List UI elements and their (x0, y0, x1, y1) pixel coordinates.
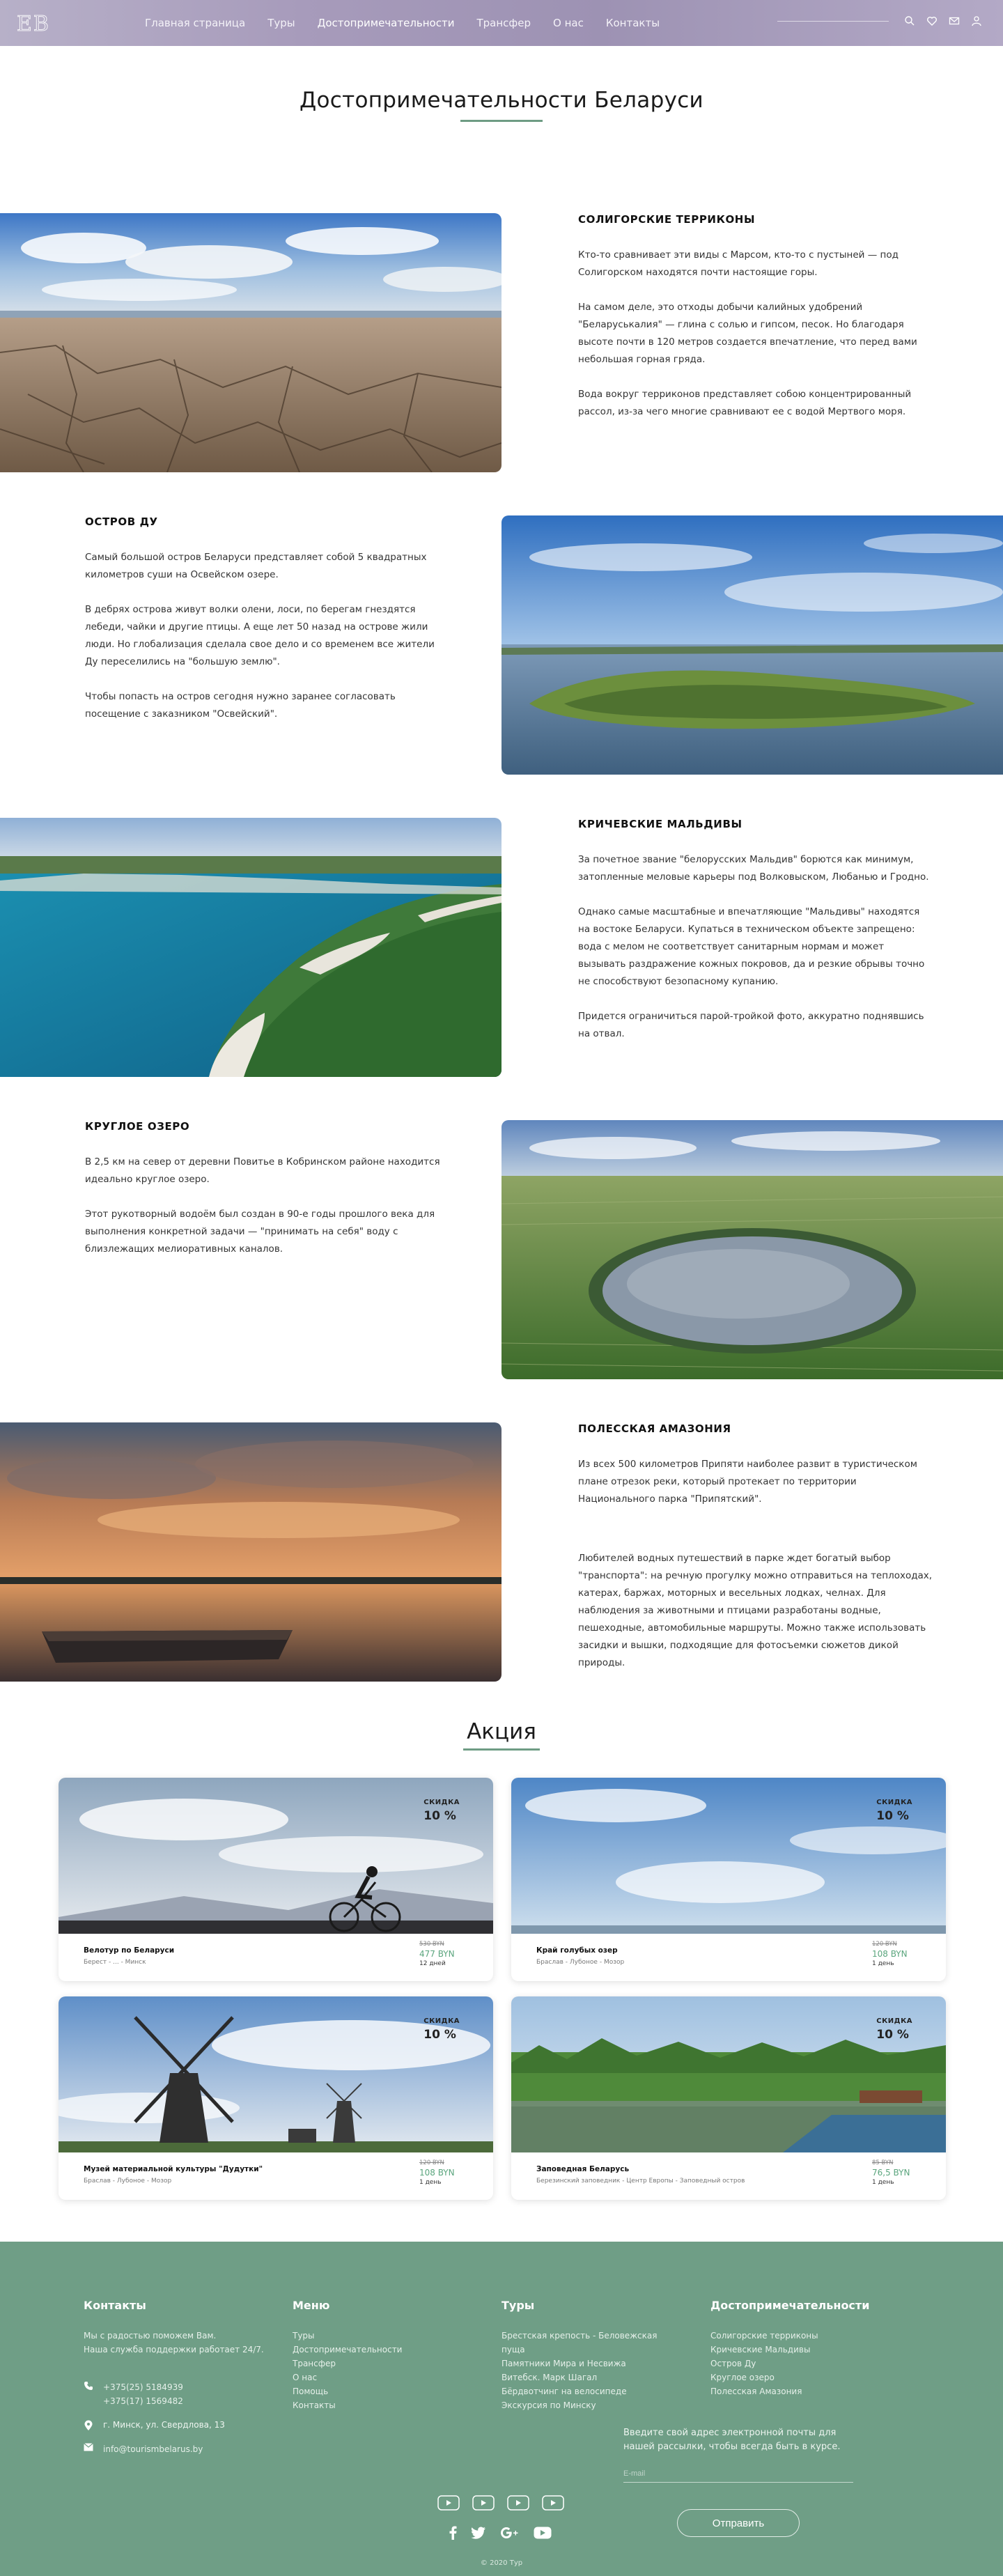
location-icon (84, 2420, 93, 2431)
sight-paragraph: На самом деле, это отходы добычи калийных удобрений "Беларуськалия" — глина с солью и гипсом, песок. Но благодаря высоте почти в 120 метров создается впечатление, что перед вами небольшая горная гряда. (578, 302, 917, 365)
card-price (419, 1941, 468, 1967)
card-info (84, 2159, 468, 2186)
contacts-support: Наша служба поддержки работает 24/7. (84, 2345, 264, 2354)
card-route: Березинский заповедник - Центр Европы - Заповедный остров (536, 2178, 745, 2185)
sight-paragraph: В 2,5 км на север от деревни Повитье в Кобринском районе находится идеально круглое озеро. (85, 1156, 440, 1185)
new-price: 477 BYN (419, 1949, 455, 1959)
sight-polesie-amazonia (0, 1422, 1003, 1715)
promo-grid (0, 1778, 1003, 2224)
newsletter (623, 2426, 853, 2483)
footer-tours (502, 2299, 683, 2412)
footer-link[interactable]: Солигорские терриконы (710, 2331, 818, 2341)
footer-link[interactable]: Брестская крепость - Беловежская пуща (502, 2331, 658, 2354)
sight-island-du (0, 515, 1003, 818)
promo-underline (463, 1748, 540, 1751)
heart-icon[interactable] (926, 15, 938, 26)
footer-link[interactable]: Экскурсия по Минску (502, 2400, 596, 2410)
old-price: 530 BYN (419, 1941, 444, 1948)
old-price: 120 BYN (872, 1941, 897, 1948)
sight-paragraph: Этот рукотворный водоём был создан в 90-е годы прошлого века для выполнения конкретной задачи — "принимать на себя" воду с близлежащих мелиоративных каналов. (85, 1209, 435, 1255)
discount-badge (423, 2017, 460, 2042)
old-price: 120 BYN (419, 2159, 444, 2166)
address-text: г. Минск, ул. Свердлова, 13 (103, 2420, 225, 2430)
tour-duration: 1 день (872, 2179, 894, 2186)
sight-paragraph: Однако самые масштабные и впечатляющие "Мальдивы" находятся на востоке Беларуси. Купаться в техническом объекте запрещено: вода с мелом не соответствует санитарным нормам и может вызывать раздражение кожных покровов, да и резкие обрывы точно не способствуют безопасному купанию. (578, 906, 925, 987)
mail-icon (84, 2443, 93, 2451)
card-info (536, 1941, 921, 1967)
newsletter-text: Введите свой адрес электронной почты для нашей рассылки, чтобы всегда быть в курсе. (623, 2428, 841, 2452)
title-underline (460, 120, 543, 122)
discount-value: 10 % (423, 1809, 456, 1823)
discount-badge (876, 1799, 912, 1823)
footer-link[interactable]: Круглое озеро (710, 2373, 775, 2382)
promo-card-reserved-belarus[interactable] (511, 1996, 946, 2200)
footer-link[interactable]: Кричевские Мальдивы (710, 2345, 811, 2354)
card-info (536, 2159, 921, 2186)
header-actions (777, 15, 982, 26)
sight-image-island-du (502, 515, 1003, 775)
user-icon[interactable] (971, 15, 982, 26)
phone-link-2[interactable]: +375(17) 1569482 (103, 2396, 183, 2406)
sight-paragraph: Кто-то сравнивает эти виды с Марсом, кто-то с пустыней — под Солигорском находятся почти настоящие горы. (578, 249, 899, 278)
sight-image-polesie (0, 1422, 502, 1682)
footer-contacts-title: Контакты (84, 2299, 146, 2312)
sight-image-round-lake (502, 1120, 1003, 1379)
email-link[interactable]: info@tourismbelarus.by (103, 2444, 203, 2454)
discount-badge (423, 1799, 460, 1823)
footer-link[interactable]: Контакты (293, 2400, 336, 2410)
footer-link[interactable]: Остров Ду (710, 2359, 756, 2368)
sight-image-soligorsk (0, 213, 502, 472)
sight-soligorsk (0, 213, 1003, 515)
footer-menu-title: Меню (293, 2299, 330, 2312)
sight-paragraph: Чтобы попасть на остров сегодня нужно заранее согласовать посещение с заказником "Освейский". (85, 691, 396, 720)
promo-card-blue-lakes[interactable] (511, 1778, 946, 1981)
sight-krichev-maldives (0, 818, 1003, 1120)
page-title-section (0, 46, 1003, 213)
sight-paragraph: В дебрях острова живут волки олени, лоси, по берегам гнездятся лебеди, чайки и другие птицы. А еще лет 50 назад на острове жили люди. Но глобализация сделала свое дело и со временем все жители Ду переселились на "большую землю". (85, 604, 435, 667)
main-nav (145, 17, 682, 29)
footer-link[interactable]: Туры (293, 2331, 315, 2341)
sight-paragraph: Придется ограничиться парой-тройкой фото, аккуратно поднявшись на отвал. (578, 1011, 924, 1039)
discount-label: СКИДКА (423, 2017, 460, 2025)
promo-title-section (0, 1715, 1003, 1778)
card-title: Край голубых озер (536, 1946, 618, 1955)
tour-duration: 1 день (419, 2179, 442, 2186)
card-price (872, 2159, 921, 2186)
sight-paragraph: За почетное звание "белорусских Мальдив" борются как минимум, затопленные меловые карьеры под Волковыском, Любанью и Гродно. (578, 854, 929, 883)
footer-link[interactable]: Достопримечательности (293, 2345, 403, 2354)
video-links (437, 2495, 564, 2511)
footer-link[interactable]: Памятники Мира и Несвижа (502, 2359, 626, 2368)
card-title: Музей материальной культуры "Дудутки" (84, 2165, 263, 2173)
sight-text-round-lake (85, 1120, 440, 1275)
discount-value: 10 % (876, 2028, 909, 2042)
search-input[interactable] (777, 21, 889, 22)
contact-phones (84, 2380, 279, 2408)
nav-tours[interactable]: Туры (267, 17, 295, 29)
nav-sights[interactable]: Достопримечательности (317, 17, 455, 29)
social-links (449, 2526, 552, 2543)
youtube-icon[interactable] (534, 2527, 552, 2542)
sight-heading: КРИЧЕВСКИЕ МАЛЬДИВЫ (578, 818, 742, 830)
card-info (84, 1941, 468, 1967)
footer-sights (710, 2299, 919, 2398)
promo-card-dudutki[interactable] (59, 1996, 493, 2200)
promo-card-bike-tour[interactable] (59, 1778, 493, 1981)
sight-paragraph: Самый большой остров Беларуси представляет собой 5 квадратных километров суши на Освейском озере. (85, 552, 427, 580)
card-price (419, 2159, 468, 2186)
footer-link[interactable]: Трансфер (293, 2359, 336, 2368)
sight-paragraph: Любителей водных путешествий в парке ждет богатый выбор "транспорта": на речную прогулку можно отправиться на теплоходах, катерах, баржах, моторных и весельных лодках, челнах. Для наблюдения за животными и птицами разработаны водные, пешеходные, автомобильные маршруты. Можно также использовать засидки и вышки, подходящие для фотосъемки сюжетов дикой природы. (578, 1553, 933, 1668)
footer-sights-title: Достопримечательности (710, 2299, 870, 2312)
promo-title: Акция (467, 1719, 536, 1744)
contact-email (84, 2442, 279, 2456)
nav-contacts[interactable]: Контакты (605, 17, 660, 29)
discount-label: СКИДКА (876, 1799, 912, 1806)
card-price (872, 1941, 921, 1967)
nav-about[interactable]: О нас (553, 17, 584, 29)
site-footer (0, 2242, 1003, 2576)
footer-menu (293, 2299, 460, 2412)
youtube-icon[interactable] (437, 2495, 460, 2511)
youtube-icon[interactable] (472, 2495, 495, 2511)
footer-link[interactable]: Помощь (293, 2387, 329, 2396)
sight-text-polesie (578, 1422, 933, 1689)
sight-text-soligorsk (578, 213, 933, 438)
site-header (0, 0, 1003, 46)
phone-icon (84, 2381, 93, 2391)
contacts-intro: Мы с радостью поможем Вам. (84, 2331, 217, 2341)
page-title: Достопримечательности Беларуси (299, 88, 704, 113)
footer-link[interactable]: Витебск. Марк Шагал (502, 2373, 598, 2382)
mail-icon[interactable] (949, 15, 960, 26)
site-logo[interactable] (15, 11, 57, 35)
sight-text-island-du (85, 515, 440, 740)
footer-link[interactable]: Бёрдвотчинг на велосипеде (502, 2387, 627, 2396)
contact-address (84, 2419, 279, 2431)
google-plus-icon[interactable] (500, 2527, 520, 2542)
nav-transfer[interactable]: Трансфер (476, 17, 531, 29)
twitter-icon[interactable] (471, 2527, 486, 2542)
card-title: Велотур по Беларуси (84, 1946, 175, 1955)
new-price: 108 BYN (419, 2168, 455, 2178)
card-route: Браслав - Лубоное - Мозор (536, 1959, 625, 1966)
tour-duration: 12 дней (419, 1960, 446, 1967)
discount-value: 10 % (876, 1809, 909, 1823)
footer-contacts (84, 2299, 279, 2456)
send-button[interactable]: Отправить (677, 2509, 800, 2537)
sight-image-krichev (0, 818, 502, 1077)
new-price: 108 BYN (872, 1949, 908, 1959)
footer-link[interactable]: О нас (293, 2373, 318, 2382)
facebook-icon[interactable] (449, 2526, 457, 2543)
phone-link-1[interactable]: +375(25) 5184939 (103, 2382, 183, 2392)
sight-heading: СОЛИГОРСКИЕ ТЕРРИКОНЫ (578, 213, 756, 226)
youtube-icon[interactable] (507, 2495, 529, 2511)
card-route: Берест - ... - Минск (84, 1959, 146, 1966)
youtube-icon[interactable] (542, 2495, 564, 2511)
footer-link[interactable]: Полесская Амазония (710, 2387, 802, 2396)
sight-heading: КРУГЛОЕ ОЗЕРО (85, 1120, 190, 1133)
old-price: 85 BYN (872, 2159, 894, 2166)
sight-heading: ОСТРОВ ДУ (85, 515, 158, 528)
sight-paragraph: Вода вокруг терриконов представляет собою концентрированный рассол, из-за чего многие сравнивают ее с водой Мертвого моря. (578, 389, 912, 417)
search-icon[interactable] (904, 15, 915, 26)
nav-home[interactable]: Главная страница (145, 17, 246, 29)
discount-label: СКИДКА (423, 1799, 460, 1806)
email-input[interactable] (623, 2465, 853, 2483)
discount-label: СКИДКА (876, 2017, 912, 2025)
sight-paragraph: Из всех 500 километров Припяти наиболее развит в туристическом плане отрезок реки, который протекает по территории Национального парка "Припятский". (578, 1459, 917, 1505)
sight-heading: ПОЛЕССКАЯ АМАЗОНИЯ (578, 1422, 731, 1435)
logo-text: ЕВ (17, 12, 50, 35)
sight-text-krichev (578, 818, 933, 1060)
footer-tours-title: Туры (502, 2299, 535, 2312)
tour-duration: 1 день (872, 1960, 894, 1967)
card-title: Заповедная Беларусь (536, 2165, 630, 2173)
copyright: © 2020 Тур (480, 2559, 523, 2567)
card-route: Браслав - Лубоное - Мозор (84, 2178, 172, 2185)
discount-badge (876, 2017, 912, 2042)
new-price: 76,5 BYN (872, 2168, 910, 2178)
sight-round-lake (0, 1120, 1003, 1422)
discount-value: 10 % (423, 2028, 456, 2042)
